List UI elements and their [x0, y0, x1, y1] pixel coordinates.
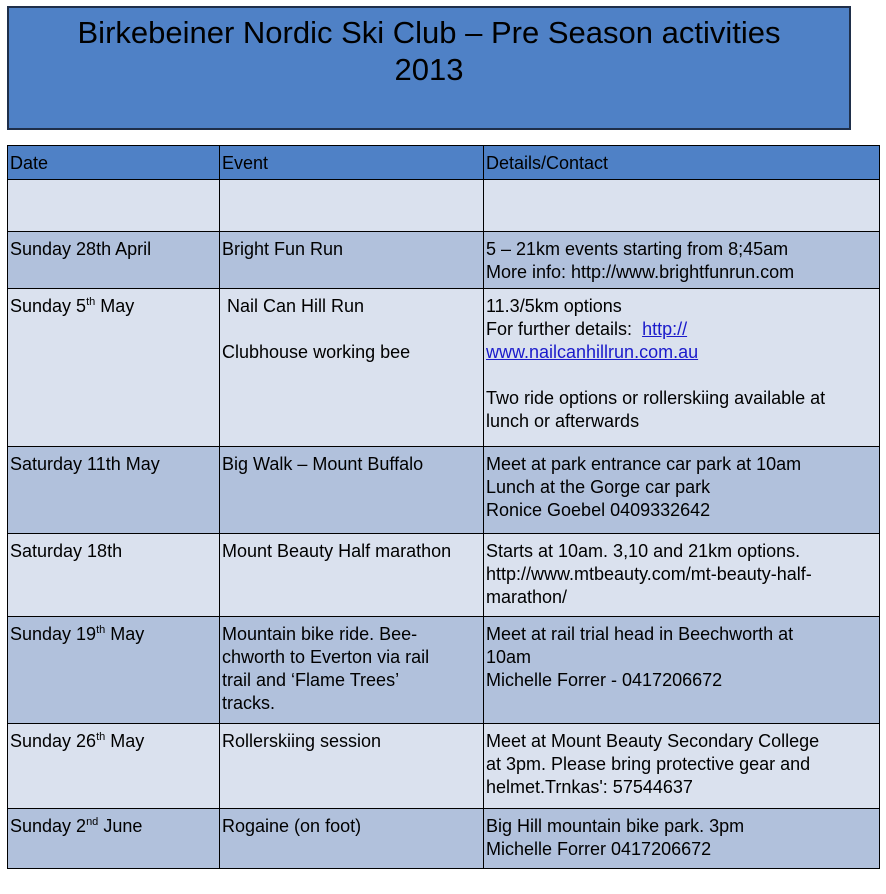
date-month: May — [105, 731, 145, 751]
details-line: Michelle Forrer - 0417206672 — [486, 670, 723, 690]
details-line: Lunch at the Gorge car park — [486, 477, 711, 497]
event-cell: Mount Beauty Half marathon — [220, 534, 484, 617]
date-cell: Saturday 18th — [8, 534, 220, 617]
details-cell — [484, 180, 880, 232]
date-cell — [8, 289, 220, 447]
date-cell — [8, 617, 220, 724]
date-text: Sunday 2 — [10, 816, 87, 836]
event-line: Mountain bike ride. Bee- — [222, 624, 418, 644]
date-month: May — [105, 624, 145, 644]
details-line: Michelle Forrer 0417206672 — [486, 839, 712, 859]
details-line: Meet at park entrance car park at 10am — [486, 454, 802, 474]
details-cell — [484, 534, 880, 617]
activities-table — [7, 145, 880, 869]
date-month: June — [98, 816, 143, 836]
table-row — [8, 447, 880, 534]
details-line — [486, 318, 877, 341]
table-header-row — [8, 146, 880, 180]
details-line: 11.3/5km options — [486, 296, 622, 316]
title-line-2: 2013 — [394, 52, 464, 87]
date-suffix: th — [86, 296, 96, 308]
table-row — [8, 289, 880, 447]
event-link[interactable]: http:// — [642, 319, 688, 339]
details-cell — [484, 232, 880, 289]
details-line: Big Hill mountain bike park. 3pm — [486, 816, 745, 836]
date-cell — [8, 809, 220, 869]
details-cell — [484, 724, 880, 809]
event-cell: Bright Fun Run — [220, 232, 484, 289]
details-line: at 3pm. Please bring protective gear and — [486, 754, 811, 774]
details-line: 5 – 21km events starting from 8;45am — [486, 239, 789, 259]
date-month: May — [95, 296, 135, 316]
page-title — [9, 8, 849, 88]
table-row — [8, 534, 880, 617]
event-line: tracks. — [222, 693, 276, 713]
date-suffix: th — [96, 731, 106, 743]
details-cell — [484, 617, 880, 724]
details-line: marathon/ — [486, 587, 568, 607]
details-line: More info: http://www.brightfunrun.com — [486, 262, 795, 282]
header-details: Details/Contact — [484, 146, 880, 180]
date-text: Sunday 26 — [10, 731, 97, 751]
event-cell: Rollerskiing session — [220, 724, 484, 809]
date-suffix: th — [96, 624, 106, 636]
table-row-empty — [8, 180, 880, 232]
details-line: lunch or afterwards — [486, 411, 640, 431]
table-row — [8, 617, 880, 724]
event-line: Nail Can Hill Run — [222, 296, 365, 316]
event-cell: Rogaine (on foot) — [220, 809, 484, 869]
details-prefix: For further details: — [486, 319, 643, 339]
table-row — [8, 232, 880, 289]
details-line: 10am — [486, 647, 532, 667]
date-cell — [8, 724, 220, 809]
details-cell — [484, 809, 880, 869]
table-row — [8, 724, 880, 809]
details-line: Starts at 10am. 3,10 and 21km options. — [486, 541, 801, 561]
event-cell — [220, 289, 484, 447]
details-line — [486, 341, 877, 364]
details-line: Two ride options or rollerskiing available at — [486, 388, 826, 408]
details-line: Ronice Goebel 0409332642 — [486, 500, 711, 520]
details-line: helmet.Trnkas': 57544637 — [486, 777, 693, 797]
details-cell — [484, 289, 880, 447]
event-cell: Big Walk – Mount Buffalo — [220, 447, 484, 534]
details-cell — [484, 447, 880, 534]
event-link-continued[interactable]: www.nailcanhillrun.com.au — [486, 342, 699, 362]
date-text: Sunday 5 — [10, 296, 87, 316]
event-cell — [220, 180, 484, 232]
title-banner — [7, 6, 851, 130]
date-cell: Saturday 11th May — [8, 447, 220, 534]
title-line-1: Birkebeiner Nordic Ski Club – Pre Season activities — [77, 15, 781, 50]
details-line: Meet at rail trial head in Beechworth at — [486, 624, 794, 644]
date-suffix: nd — [86, 816, 99, 828]
date-text: Sunday 19 — [10, 624, 97, 644]
date-cell: Sunday 28th April — [8, 232, 220, 289]
details-line: http://www.mtbeauty.com/mt-beauty-half- — [486, 564, 812, 584]
date-cell — [8, 180, 220, 232]
event-line: Clubhouse working bee — [222, 342, 411, 362]
event-line: trail and ‘Flame Trees’ — [222, 670, 400, 690]
details-line: Meet at Mount Beauty Secondary College — [486, 731, 820, 751]
event-cell — [220, 617, 484, 724]
header-date: Date — [8, 146, 220, 180]
event-line: chworth to Everton via rail — [222, 647, 430, 667]
table-row — [8, 809, 880, 869]
header-event: Event — [220, 146, 484, 180]
